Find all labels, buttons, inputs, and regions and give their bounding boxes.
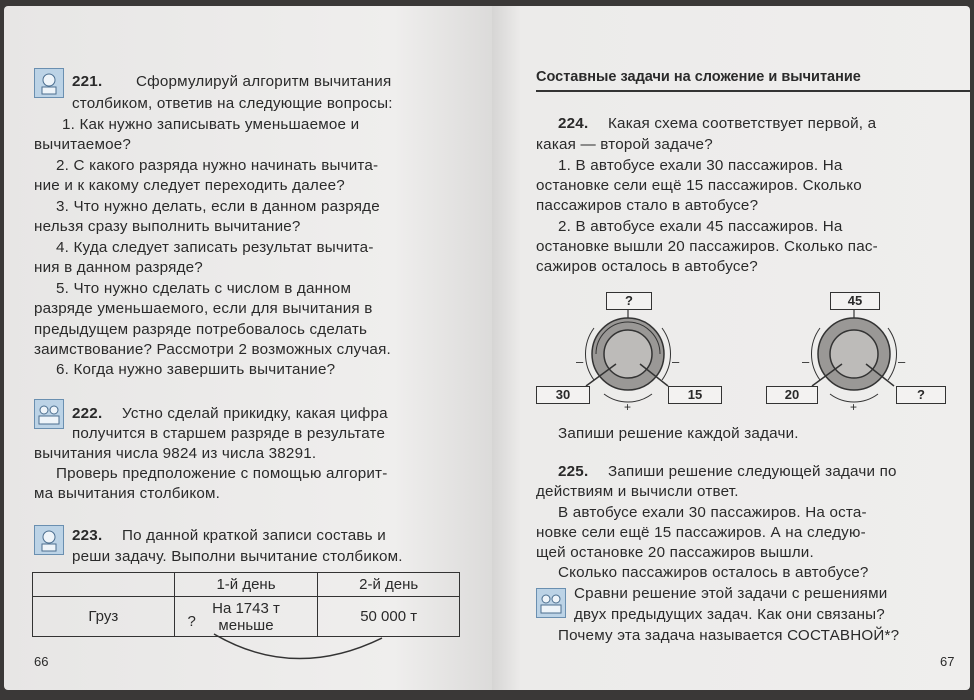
ex225-line: щей остановке 20 пассажиров вышли. — [536, 544, 814, 561]
ex221-line: нельзя сразу выполнить вычитание? — [34, 218, 301, 235]
scheme-2-minus-right: – — [898, 354, 906, 369]
ex224-line: Какая схема соответствует первой, а — [608, 115, 877, 132]
ex222-line: получится в старшем разряде в результате — [72, 425, 386, 442]
ex222-line: вычитания числа 9824 из числа 38291. — [34, 445, 317, 462]
ex224-instruction: Запиши решение каждой задачи. — [558, 425, 799, 442]
ex225-line: Запиши решение следующей задачи по — [608, 463, 897, 480]
ex222-line: Проверь предположение с помощью алгорит- — [56, 465, 388, 482]
exercise-221-number: 221. — [72, 73, 103, 90]
right-page — [492, 6, 970, 690]
exercise-222-number: 222. — [72, 405, 103, 422]
day2-cell: 50 000 т — [318, 597, 460, 637]
scheme-1-total-box: ? — [606, 292, 652, 310]
scheme-2-minus-left: – — [802, 354, 810, 369]
scheme-2 — [758, 288, 948, 418]
page-number-67: 67 — [940, 654, 955, 669]
ex221-line: 1. Как нужно записывать уменьшаемое и — [62, 116, 360, 133]
ex225-line: Почему эта задача называется СОСТАВНОЙ*? — [558, 627, 900, 644]
ex221-line: предыдущем разряде потребовалось сделать — [34, 321, 368, 338]
scheme-1-minus-right: – — [672, 354, 680, 369]
ex225-line: действиям и вычисли ответ. — [536, 483, 739, 500]
ex224-line: какая — второй задаче? — [536, 136, 713, 153]
reasoning-icon — [34, 68, 64, 98]
ex223-line: По данной краткой записи составь и — [122, 527, 386, 544]
ex221-line: заимствование? Рассмотри 2 возможных случая. — [34, 341, 391, 358]
ex225-line: В автобусе ехали 30 пассажиров. На оста- — [558, 504, 867, 521]
pair-work-icon — [536, 588, 566, 618]
ex224-line: остановке сели ещё 15 пассажиров. Сколько — [536, 177, 862, 194]
pair-work-icon — [34, 399, 64, 429]
left-page — [4, 6, 492, 690]
scheme-2-left-box: 20 — [766, 386, 818, 404]
ex223-line: реши задачу. Выполни вычитание столбиком. — [72, 548, 403, 565]
row-label: Груз ? — [33, 597, 175, 637]
ex221-line: Сформулируй алгоритм вычитания — [136, 73, 392, 90]
exercise-225-number: 225. — [558, 463, 589, 480]
column-header-day2: 2-й день — [318, 573, 460, 597]
ex221-line: 2. С какого разряда нужно начинать вычита- — [56, 157, 379, 174]
scheme-1-right-box: 15 — [668, 386, 722, 404]
unknown-marker: ? — [187, 612, 196, 630]
section-heading: Составные задачи на сложение и вычитание — [536, 69, 861, 85]
ex225-line: двух предыдущих задач. Как они связаны? — [574, 606, 885, 623]
reasoning-icon — [34, 525, 64, 555]
scheme-1 — [532, 288, 712, 418]
scheme-2-right-box: ? — [896, 386, 946, 404]
scheme-2-plus: + — [850, 400, 858, 414]
column-header-day1: 1-й день — [174, 573, 318, 597]
day1-cell: На 1743 т меньше — [174, 597, 318, 637]
comparison-arc — [204, 626, 394, 666]
ex221-line: 3. Что нужно делать, если в данном разряде — [56, 198, 380, 215]
ex225-line: Сравни решение этой задачи с решениями — [574, 585, 888, 602]
ex221-line: 6. Когда нужно завершить вычитание? — [56, 361, 336, 378]
ex221-line: вычитаемое? — [34, 136, 132, 153]
ex224-line: 1. В автобусе ехали 30 пассажиров. На — [558, 157, 843, 174]
page-number-66: 66 — [34, 654, 49, 669]
ex222-line: ма вычитания столбиком. — [34, 485, 221, 502]
scheme-2-total-box: 45 — [830, 292, 880, 310]
scheme-1-plus: + — [624, 400, 632, 414]
ex221-line: ние и к какому следует переходить далее? — [34, 177, 345, 194]
ex224-line: пассажиров стало в автобусе? — [536, 197, 759, 214]
exercise-224-number: 224. — [558, 115, 589, 132]
ex224-line: 2. В автобусе ехали 45 пассажиров. На — [558, 218, 843, 235]
ex224-line: сажиров осталось в автобусе? — [536, 258, 758, 275]
exercise-223-number: 223. — [72, 527, 103, 544]
scheme-1-minus-left: – — [576, 354, 584, 369]
ex221-line: столбиком, ответив на следующие вопросы: — [72, 95, 393, 112]
ex221-line: 5. Что нужно сделать с числом в данном — [56, 280, 352, 297]
ex221-line: 4. Куда следует записать результат вычита- — [56, 239, 374, 256]
ex222-line: Устно сделай прикидку, какая цифра — [122, 405, 388, 422]
ex221-line: разряде уменьшаемого, если для вычитания в — [34, 300, 373, 317]
ex225-line: новке сели ещё 15 пассажиров. А на следую- — [536, 524, 866, 541]
ex224-line: остановке вышли 20 пассажиров. Сколько пас- — [536, 238, 878, 255]
ex221-line: ния в данном разряде? — [34, 259, 203, 276]
scheme-1-left-box: 30 — [536, 386, 590, 404]
ex225-line: Сколько пассажиров осталось в автобусе? — [558, 564, 869, 581]
heading-underline — [536, 90, 970, 92]
